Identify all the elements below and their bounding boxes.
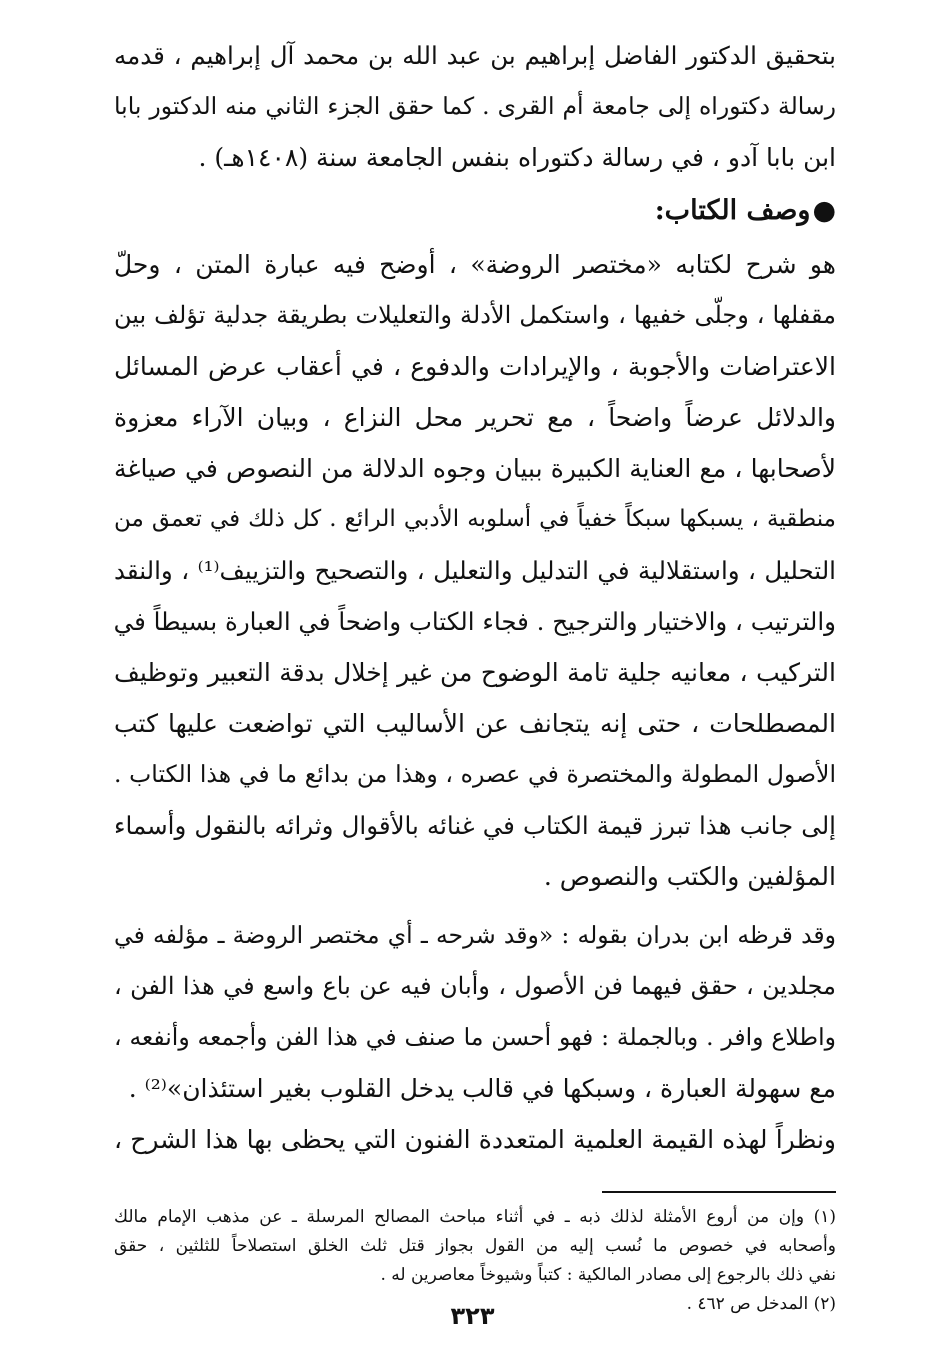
- footnote-line: نفي ذلك بالرجوع إلى مصادر المالكية : كتباً وشيوخاً معاصرين له .: [380, 1265, 836, 1285]
- text-line: إلى جانب هذا تبرز قيمة الكتاب في غنائه بالأقوال وثرائه بالنقول وأسماء: [114, 811, 836, 840]
- text-line: رسالة دكتوراه إلى جامعة أم القرى . كما حقق الجزء الثاني منه الدكتور بابا: [114, 92, 836, 120]
- text-line: منطقية ، يسبكها سبكاً خفياً في أسلوبه الأدبي الرائع . كل ذلك في تعمق من: [114, 506, 836, 532]
- section-heading: [114, 183, 836, 239]
- text-line: لأصحابها ، مع العناية الكبيرة ببيان وجوه الدلالة من النصوص في صياغة: [114, 454, 836, 483]
- text-line: والدلائل عرضاً واضحاً ، مع تحرير محل النزاع ، وبيان الآراء معزوة: [114, 403, 836, 432]
- text-line: مجلدين ، حقق فيهما فن الأصول ، وأبان فيه عن باع واسع في هذا الفن ،: [114, 972, 836, 1000]
- closing-paragraph: [114, 1114, 836, 1165]
- text-line: المصطلحات ، حتى إنه يتجانف عن الأساليب التي تواضعت عليها كتب: [114, 709, 836, 738]
- text-line: الأصول المطولة والمختصرة في عصره ، وهذا من بدائع ما في هذا الكتاب .: [114, 760, 836, 788]
- text-line: هو شرح لكتابه «مختصر الروضة» ، أوضح فيه عبارة المتن ، وحلّ: [114, 250, 836, 279]
- footnote-line: (١) وإن من أروع الأمثلة لذلك ذبه ـ في أثناء مباحث المصالح المرسلة ـ عن مذهب الإمام مالك: [114, 1207, 836, 1227]
- text-line: ونظراً لهذه القيمة العلمية المتعددة الفنون التي يحظى بها هذا الشرح ،: [114, 1125, 836, 1154]
- footnote-line: (٢) المدخل ص ٤٦٢ .: [686, 1294, 836, 1314]
- text-line: بتحقيق الدكتور الفاضل إبراهيم بن عبد الله بن محمد آل إبراهيم ، قدمه: [114, 41, 836, 70]
- page-body: [114, 30, 836, 1330]
- footnote-separator: [602, 1191, 836, 1193]
- text-line: ابن بابا آدو ، في رسالة دكتوراه بنفس الجامعة سنة (١٤٠٨هـ) .: [198, 143, 836, 172]
- description-paragraph: [114, 239, 836, 902]
- text-line: مقفلها ، وجلّى خفيها ، واستكمل الأدلة والتعليلات بطريقة جدلية تؤلف بين: [114, 301, 836, 329]
- page-number: ٣٢٣: [450, 1302, 495, 1330]
- paragraph-gap: [114, 902, 836, 910]
- text-line: وقد قرظه ابن بدران بقوله : «وقد شرحه ـ أي مختصر الروضة ـ مؤلفه في: [114, 921, 836, 949]
- quote-paragraph: [114, 910, 836, 1114]
- footnote-line: وأصحابه في خصوص ما نُسب إليه من القول بجواز قتل ثلث الخلق استصلاحاً للثلثين ، حقق: [114, 1236, 836, 1256]
- text-line: الاعتراضات والأجوبة ، والإيرادات والدفوع ، في أعقاب عرض المسائل: [114, 352, 836, 381]
- bullet-icon: ●: [812, 195, 836, 226]
- text-line: والترتيب ، والاختيار والترجيح . فجاء الكتاب واضحاً في العبارة بسيطاً في: [113, 607, 836, 636]
- intro-paragraph: [114, 30, 836, 183]
- text-line: المؤلفين والكتب والنصوص .: [543, 862, 836, 891]
- text-line: مع سهولة العبارة ، وسبكها في قالب يدخل القلوب بغير استئذان»⁽²⁾ .: [128, 1074, 836, 1103]
- text-line: التحليل ، واستقلالية في التدليل والتعليل ، والتصحيح والتزييف⁽¹⁾ ، والنقد: [114, 556, 836, 585]
- text-line: التركيب ، معانيه جلية تامة الوضوح من غير إخلال بدقة التعبير وتوظيف: [114, 658, 836, 687]
- text-line: واطلاع وافر . وبالجملة : فهو أحسن ما صنف في هذا الفن وأجمعه وأنفعه ،: [114, 1023, 836, 1051]
- section-heading-title: وصف الكتاب:: [654, 195, 811, 226]
